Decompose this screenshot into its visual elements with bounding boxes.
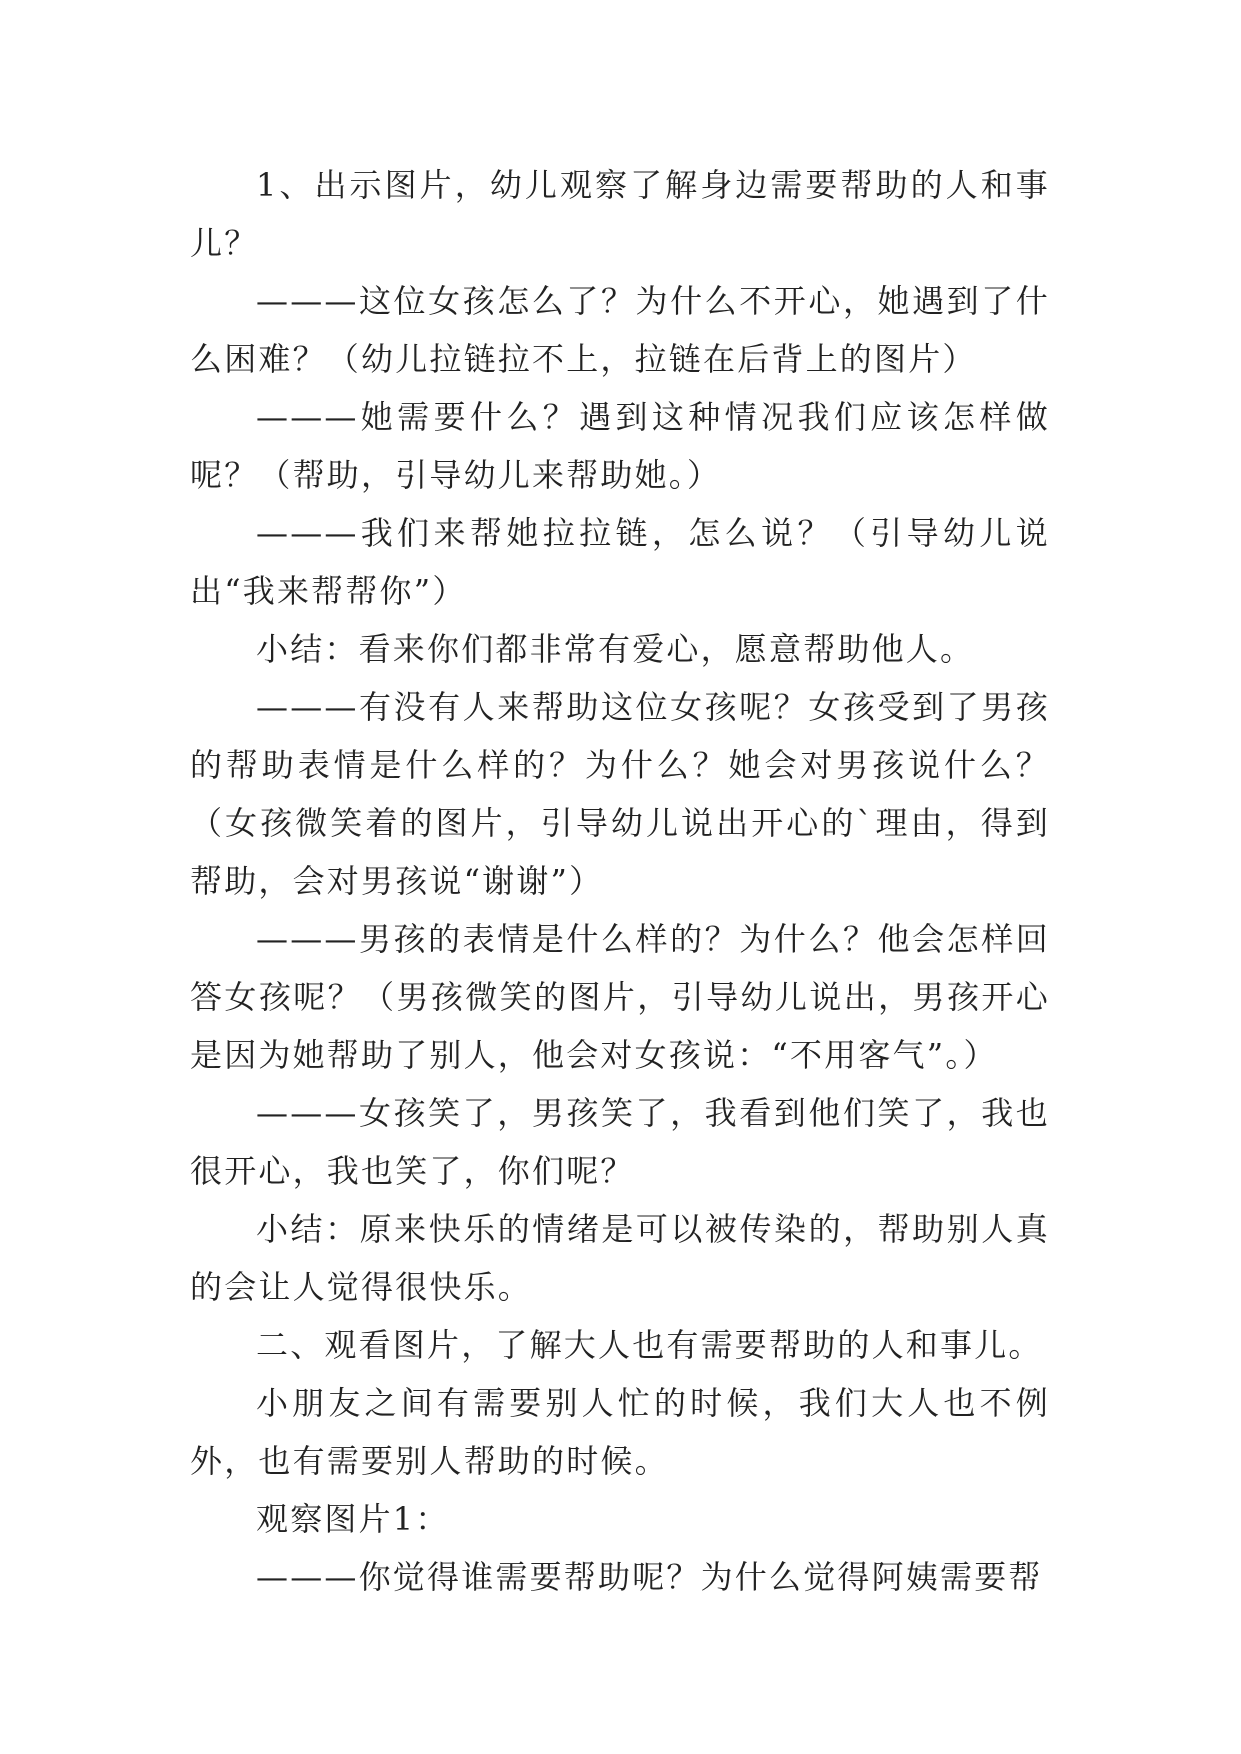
paragraph-7: ———男孩的表情是什么样的？为什么？他会怎样回答女孩呢？（男孩微笑的图片，引导幼儿说出，男孩开心是因为她帮助了别人，他会对女孩说：“不用客气”。）: [190, 920, 1050, 1074]
document-body: [190, 156, 1050, 1606]
paragraph-8: ———女孩笑了，男孩笑了，我看到他们笑了，我也很开心，我也笑了，你们呢？: [190, 1094, 1050, 1190]
paragraph-13: ———你觉得谁需要帮助呢？为什么觉得阿姨需要帮: [256, 1558, 1043, 1596]
section-heading-2: 二、观看图片，了解大人也有需要帮助的人和事儿。: [256, 1326, 1043, 1364]
paragraph-6: ———有没有人来帮助这位女孩呢？女孩受到了男孩的帮助表情是什么样的？为什么？她会对男孩说什么？（女孩微笑着的图片，引导幼儿说出开心的`理由，得到帮助，会对男孩说“谢谢”）: [190, 688, 1050, 900]
paragraph-4: ———我们来帮她拉拉链，怎么说？（引导幼儿说出“我来帮帮你”）: [190, 514, 1050, 610]
paragraph-2: ———这位女孩怎么了？为什么不开心，她遇到了什么困难？（幼儿拉链拉不上，拉链在后背上的图片）: [190, 282, 1050, 378]
summary-paragraph-1: 小结：看来你们都非常有爱心，愿意帮助他人。: [256, 630, 975, 668]
paragraph-3: ———她需要什么？遇到这种情况我们应该怎样做呢？（帮助，引导幼儿来帮助她。）: [190, 398, 1050, 494]
picture-label-1: 观察图片1：: [256, 1500, 450, 1538]
summary-paragraph-2: 小结：原来快乐的情绪是可以被传染的，帮助别人真的会让人觉得很快乐。: [190, 1210, 1050, 1306]
paragraph-11: 小朋友之间有需要别人忙的时候，我们大人也不例外，也有需要别人帮助的时候。: [190, 1384, 1050, 1480]
paragraph-1: 1、出示图片，幼儿观察了解身边需要帮助的人和事儿？: [190, 166, 1050, 262]
